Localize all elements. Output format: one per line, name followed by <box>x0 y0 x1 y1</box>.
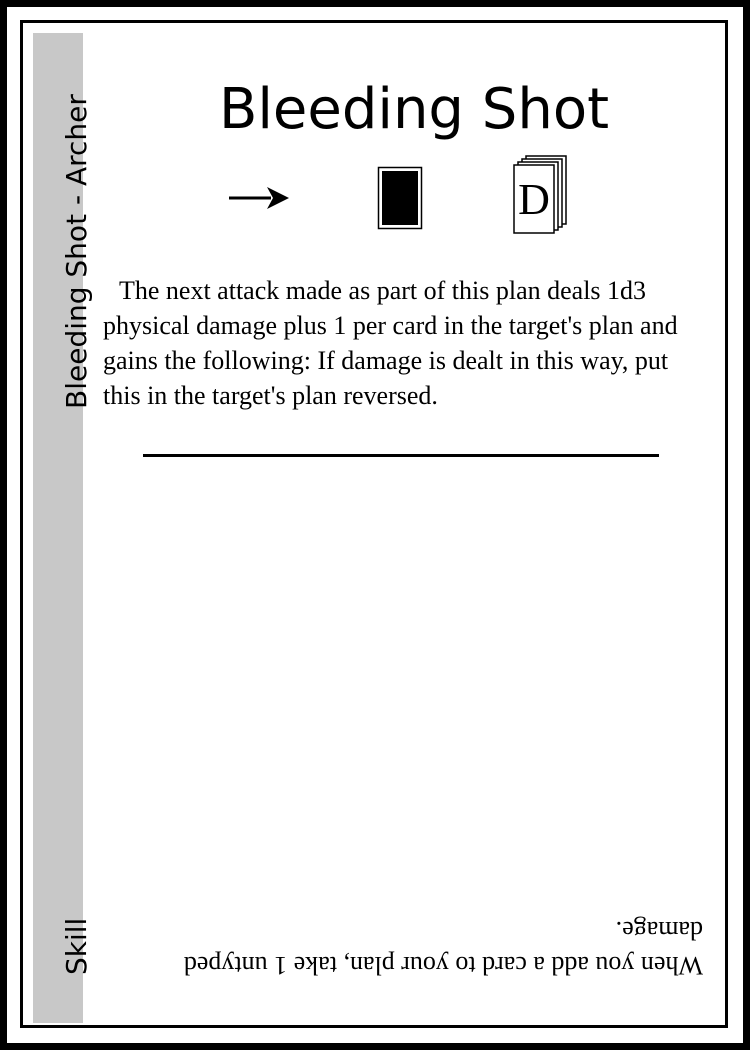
side-type-label: Skill <box>60 917 93 975</box>
side-title: Bleeding Shot - Archer <box>60 94 93 409</box>
card-face <box>23 23 725 1025</box>
reversed-rules-text: When you add a card to your plan, take 1 untyped damage. <box>183 916 703 980</box>
deck-letter: D <box>518 175 550 224</box>
card-title: Bleeding Shot <box>218 77 610 142</box>
rules-text: The next attack made as part of this plan deals 1d3 physical damage plus 1 per card in the target's plan and gains the following: If damage is dealt in this way, put this in the target's plan reversed. <box>103 276 678 410</box>
divider-line <box>143 454 659 457</box>
deck-d-icon <box>507 155 571 240</box>
card-outer-border <box>7 7 743 1043</box>
arrow-right-icon <box>227 183 291 218</box>
card-inner-border <box>20 20 728 1028</box>
card-back-icon <box>377 166 425 237</box>
